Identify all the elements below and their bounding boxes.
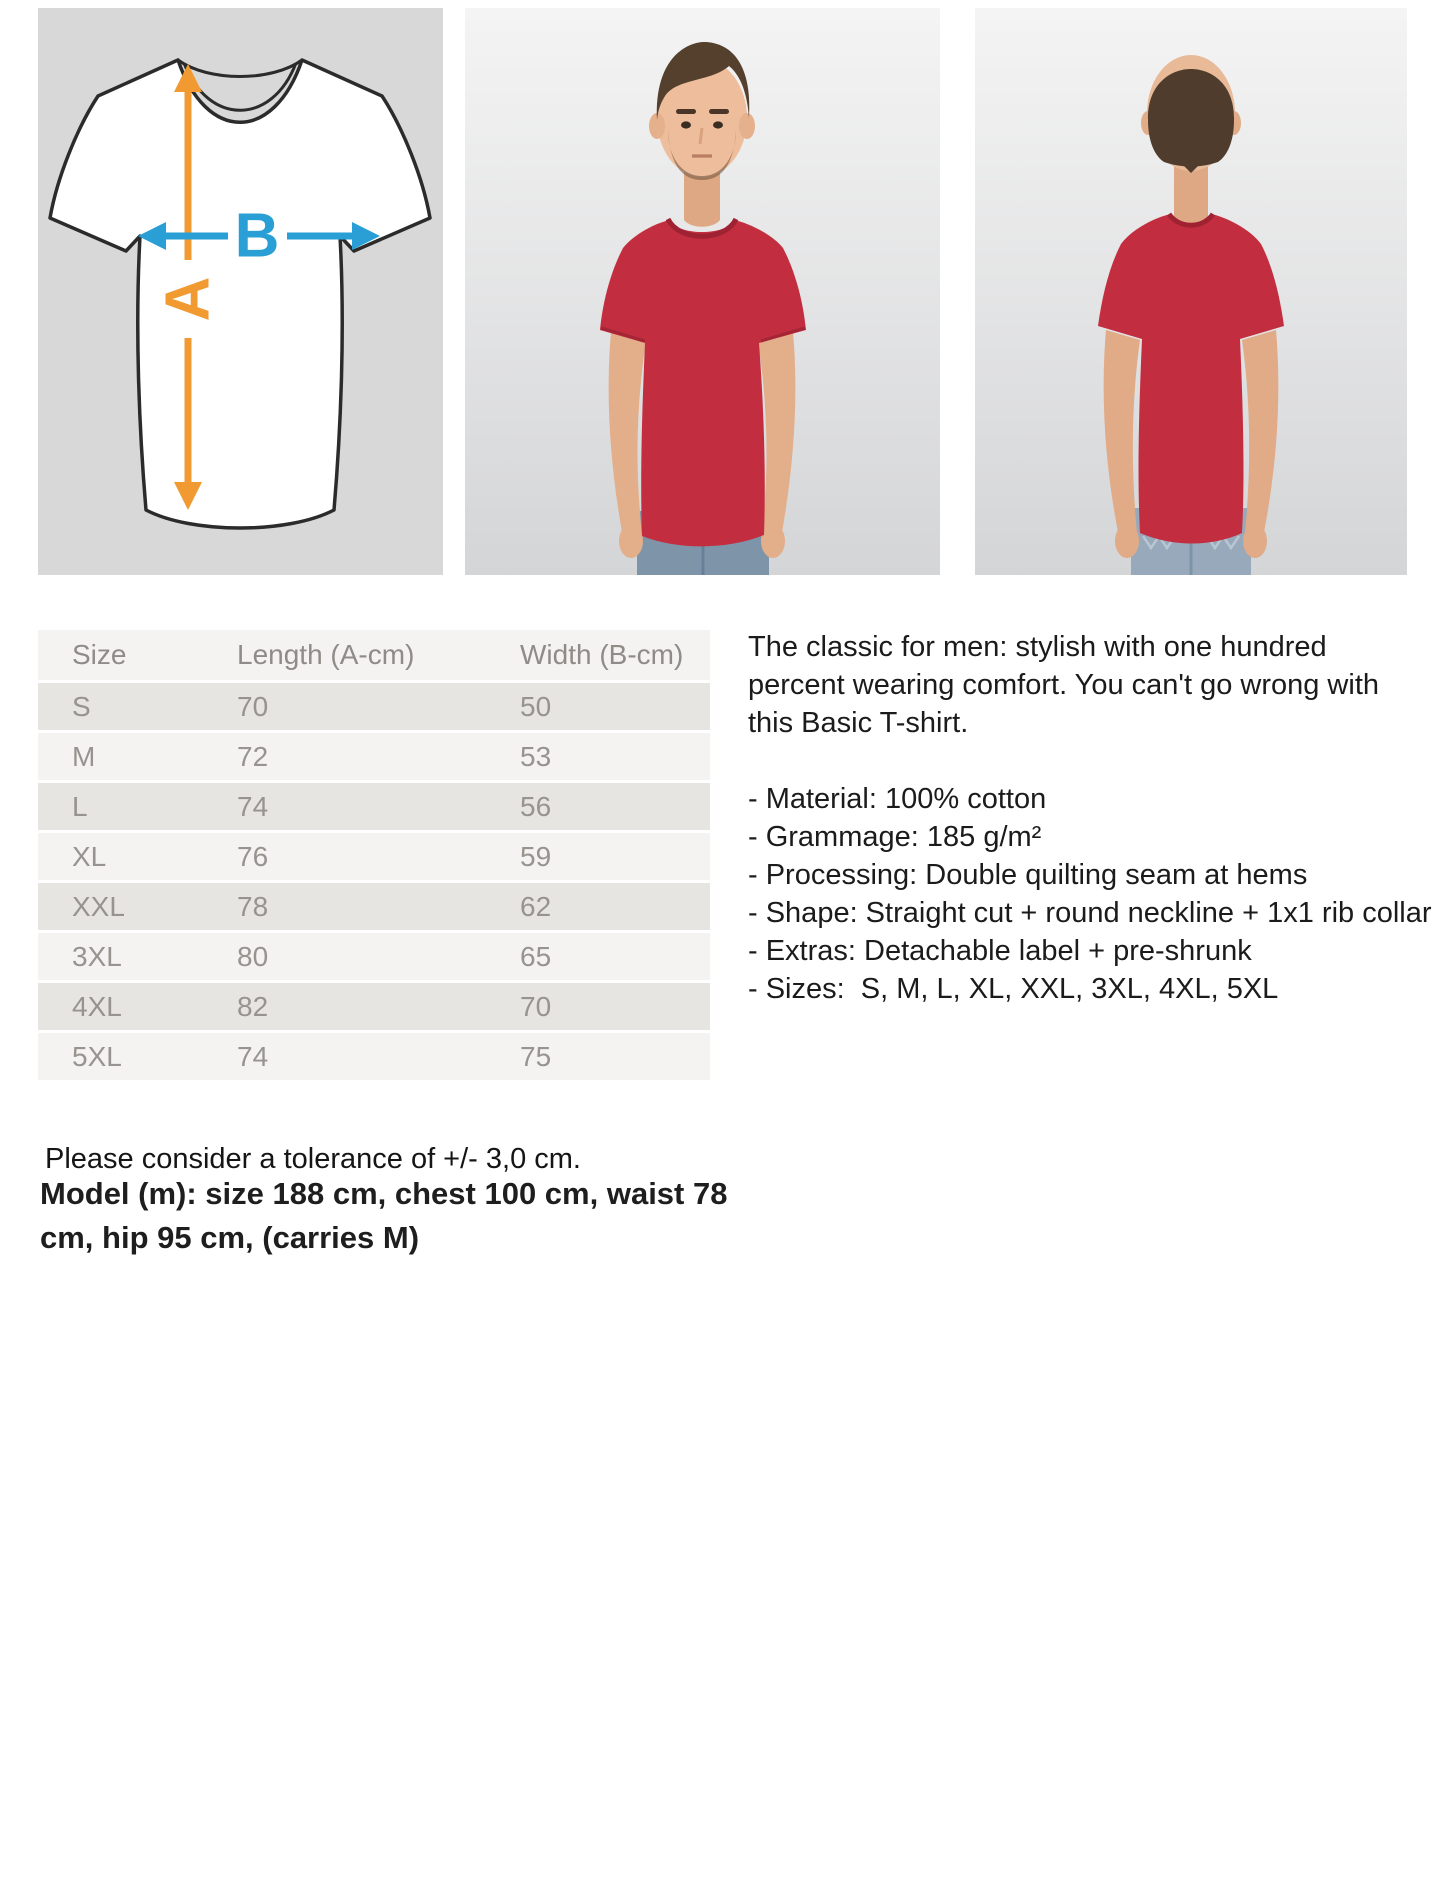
header-width: Width (B-cm) (520, 639, 684, 670)
size-cell: 5XL (72, 1041, 122, 1072)
description-intro (748, 628, 1432, 742)
width-cell: 50 (520, 691, 552, 722)
width-cell: 62 (520, 891, 552, 922)
table-row (38, 930, 710, 980)
intro-line: The classic for men: stylish with one hundred (748, 631, 1327, 663)
bullet-grammage: - Grammage: 185 g/m² (748, 821, 1042, 853)
length-cell: 82 (237, 991, 269, 1022)
intro-line: percent wearing comfort. You can't go wrong with (748, 669, 1380, 701)
width-cell: 59 (520, 841, 552, 872)
model-front-photo (465, 8, 940, 575)
length-cell: 70 (237, 691, 269, 722)
bullet-material: - Material: 100% cotton (748, 783, 1047, 815)
table-row (38, 730, 710, 780)
bullet-extras: - Extras: Detachable label + pre-shrunk (748, 935, 1252, 967)
size-table-header (38, 630, 710, 680)
table-row (38, 880, 710, 930)
model-info (40, 1172, 727, 1260)
size-cell: XL (72, 841, 107, 872)
back-hair (1148, 69, 1234, 167)
size-diagram-panel (38, 8, 443, 575)
product-description (748, 628, 1432, 1008)
length-cell: 78 (237, 891, 269, 922)
width-cell: 70 (520, 991, 552, 1022)
table-row (38, 980, 710, 1030)
intro-line: this Basic T-shirt. (748, 707, 969, 739)
tshirt-measure-diagram (38, 8, 443, 575)
header-size: Size (72, 639, 127, 670)
length-cell: 72 (237, 741, 269, 772)
size-cell: S (72, 691, 91, 722)
table-row (38, 780, 710, 830)
width-cell: 53 (520, 741, 552, 772)
length-cell: 80 (237, 941, 269, 972)
bullet-sizes: - Sizes: S, M, L, XL, XXL, 3XL, 4XL, 5XL (748, 973, 1279, 1005)
collar-back-line (178, 60, 302, 77)
model-info-line: cm, hip 95 cm, (carries M) (40, 1220, 420, 1255)
model-back-illustration (975, 8, 1407, 575)
model-front-illustration (465, 8, 940, 575)
size-cell: 4XL (72, 991, 122, 1022)
model-info-line: Model (m): size 188 cm, chest 100 cm, waist 78 (40, 1176, 728, 1211)
width-cell: 75 (520, 1041, 552, 1072)
tshirt-outline (50, 60, 430, 528)
size-cell: L (72, 791, 88, 822)
size-table (38, 630, 710, 1080)
length-cell: 76 (237, 841, 269, 872)
size-cell: M (72, 741, 96, 772)
tolerance-note: Please consider a tolerance of +/- 3,0 cm. (45, 1143, 581, 1175)
bullet-processing: - Processing: Double quilting seam at hems (748, 859, 1308, 891)
size-cell: 3XL (72, 941, 122, 972)
width-cell: 65 (520, 941, 552, 972)
table-row (38, 830, 710, 880)
size-cell: XXL (72, 891, 125, 922)
table-row (38, 1030, 710, 1080)
width-cell: 56 (520, 791, 552, 822)
table-row (38, 680, 710, 730)
bullet-shape: - Shape: Straight cut + round neckline + 1x1 rib collar (748, 897, 1432, 929)
header-length: Length (A-cm) (237, 639, 415, 670)
length-cell: 74 (237, 791, 269, 822)
length-cell: 74 (237, 1041, 269, 1072)
diagram-label-a: A (153, 276, 223, 322)
model-back-photo (975, 8, 1407, 575)
diagram-label-b: B (234, 201, 280, 271)
description-bullets (748, 780, 1432, 1008)
